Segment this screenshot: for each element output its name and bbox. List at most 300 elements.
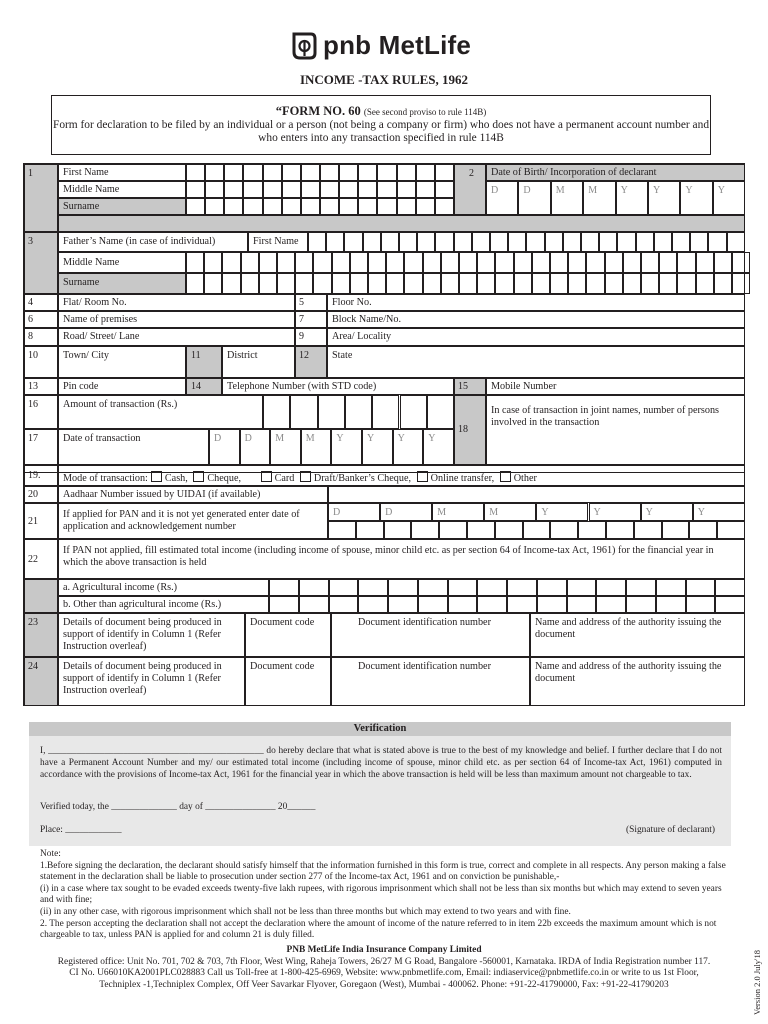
- txn-date-box[interactable]: [331, 429, 362, 465]
- company-footer: [0, 945, 768, 991]
- pan-ack-box[interactable]: [689, 521, 717, 539]
- name-char-box[interactable]: [435, 198, 454, 215]
- name-char-box[interactable]: [320, 198, 339, 215]
- name-char-box[interactable]: [282, 198, 301, 215]
- name-char-box[interactable]: [205, 198, 224, 215]
- date-placeholder: Y: [336, 433, 344, 444]
- name-char-box[interactable]: [243, 198, 262, 215]
- father-char-box[interactable]: [568, 252, 586, 273]
- father-char-box[interactable]: [659, 252, 677, 273]
- father-char-box[interactable]: [222, 252, 240, 273]
- father-char-box[interactable]: [714, 252, 732, 273]
- pan-date-box[interactable]: [641, 503, 693, 521]
- draft-checkbox[interactable]: [300, 471, 311, 482]
- name-char-box[interactable]: [186, 181, 205, 198]
- place-line: Place: ____________: [40, 825, 122, 835]
- father-char-box[interactable]: [186, 273, 204, 294]
- father-char-box[interactable]: [404, 273, 422, 294]
- name-char-box[interactable]: [397, 164, 416, 181]
- pan-ack-box[interactable]: [495, 521, 523, 539]
- row-14-number: 14: [191, 381, 201, 392]
- name-char-box[interactable]: [205, 164, 224, 181]
- form-title: “FORM NO. 60: [275, 104, 361, 118]
- rules-title: INCOME -TAX RULES, 1962: [299, 72, 469, 87]
- income-box[interactable]: [448, 596, 478, 613]
- note-2: 2. The person accepting the declaration shall not accept the declaration where the amount of income of the nature referred to in item 22b exceeds the maximum amount which is not chargeable to tax, unless PAN is applied for and column 21 is duly filled.: [40, 918, 717, 941]
- txn-date-box[interactable]: [240, 429, 271, 465]
- dob-char-box[interactable]: [551, 181, 583, 215]
- cheque-option: Cheque,: [207, 473, 242, 484]
- father-char-box[interactable]: [586, 273, 604, 294]
- father-char-box[interactable]: [350, 252, 368, 273]
- pan-ack-box[interactable]: [634, 521, 662, 539]
- verification-paragraph: I, ______________________________________________ do hereby declare that what is stated above is true to the best of my knowledge and belief. I further declare that I do not have a Permanent Account Number and my/ our estimated total income (including income of spouse, minor child etc. as per section 64 of Income-tax Act, 1961) computed in accordance with the provisions of Income-tax Act, 1961 for the financial year in which the above transaction is held will be less than maximum amount not chargeable to tax.: [40, 746, 722, 780]
- amount-box[interactable]: [318, 395, 345, 429]
- floor-field[interactable]: [327, 294, 745, 311]
- name-char-box[interactable]: [358, 198, 377, 215]
- name-char-box[interactable]: [416, 181, 435, 198]
- town-label: Town/ City: [63, 350, 109, 361]
- income-box[interactable]: [358, 596, 388, 613]
- father-char-box[interactable]: [441, 273, 459, 294]
- dob-char-box[interactable]: [583, 181, 615, 215]
- amount-box[interactable]: [400, 395, 427, 429]
- income-box[interactable]: [715, 596, 745, 613]
- note-1-ii: (ii) in any other case, with rigorous imprisonment which shall not be less than three months but which may extend to two years and with fine.: [40, 906, 571, 917]
- father-first-char-box[interactable]: [545, 232, 563, 252]
- pan-ack-box[interactable]: [439, 521, 467, 539]
- metlife-logo-icon: [291, 31, 317, 61]
- father-char-box[interactable]: [605, 252, 623, 273]
- father-char-box[interactable]: [495, 273, 513, 294]
- txn-date-box[interactable]: [393, 429, 424, 465]
- father-first-char-box[interactable]: [472, 232, 490, 252]
- txn-date-box[interactable]: [209, 429, 240, 465]
- income-box[interactable]: [358, 579, 388, 596]
- income-box[interactable]: [626, 579, 656, 596]
- father-char-box[interactable]: [313, 252, 331, 273]
- father-char-box[interactable]: [641, 273, 659, 294]
- father-char-box[interactable]: [459, 273, 477, 294]
- online-checkbox[interactable]: [417, 471, 428, 482]
- father-char-box[interactable]: [714, 273, 732, 294]
- income-box[interactable]: [299, 579, 329, 596]
- father-char-box[interactable]: [404, 252, 422, 273]
- dob-char-box[interactable]: [518, 181, 550, 215]
- income-box[interactable]: [507, 579, 537, 596]
- date-placeholder: D: [244, 433, 252, 444]
- row-21-number: 21: [28, 516, 38, 527]
- name-char-box[interactable]: [416, 198, 435, 215]
- cash-checkbox[interactable]: [151, 471, 162, 482]
- father-first-char-box[interactable]: [435, 232, 453, 252]
- income-box[interactable]: [507, 596, 537, 613]
- father-first-char-box[interactable]: [727, 232, 745, 252]
- dob-char-box[interactable]: [713, 181, 745, 215]
- name-char-box[interactable]: [301, 164, 320, 181]
- date-placeholder: D: [523, 185, 531, 196]
- father-first-char-box[interactable]: [654, 232, 672, 252]
- father-char-box[interactable]: [295, 252, 313, 273]
- name-char-box[interactable]: [435, 181, 454, 198]
- name-char-box[interactable]: [397, 181, 416, 198]
- father-char-box[interactable]: [623, 252, 641, 273]
- name-char-box[interactable]: [301, 181, 320, 198]
- father-char-box[interactable]: [241, 273, 259, 294]
- name-char-box[interactable]: [339, 198, 358, 215]
- father-char-box[interactable]: [441, 252, 459, 273]
- income-box[interactable]: [656, 596, 686, 613]
- row-13-number: 13: [28, 381, 38, 392]
- pan-ack-box[interactable]: [356, 521, 384, 539]
- name-char-box[interactable]: [224, 181, 243, 198]
- income-box[interactable]: [626, 596, 656, 613]
- father-char-box[interactable]: [696, 273, 714, 294]
- form-title-line: [52, 105, 710, 119]
- father-first-char-box[interactable]: [454, 232, 472, 252]
- father-first-char-box[interactable]: [363, 232, 381, 252]
- father-char-box[interactable]: [222, 273, 240, 294]
- father-char-box[interactable]: [477, 252, 495, 273]
- amount-box[interactable]: [290, 395, 317, 429]
- income-box[interactable]: [686, 596, 716, 613]
- form-description: Form for declaration to be filed by an individual or a person (not being a company or firm) who does not have a permanent account number and who enters into any transaction specified in rule 114B: [52, 119, 710, 144]
- date-placeholder: M: [275, 433, 285, 444]
- income-box[interactable]: [596, 596, 626, 613]
- txn-date-label: Date of transaction: [63, 433, 141, 444]
- father-char-box[interactable]: [696, 252, 714, 273]
- agri-income-label: a. Agricultural income (Rs.): [63, 582, 178, 593]
- name-char-box[interactable]: [358, 164, 377, 181]
- row-3-number: 3: [28, 236, 33, 247]
- card-checkbox[interactable]: [261, 471, 272, 482]
- company-name: PNB MetLife India Insurance Company Limited: [286, 945, 482, 955]
- name-char-box[interactable]: [377, 164, 396, 181]
- father-char-box[interactable]: [186, 252, 204, 273]
- father-char-box[interactable]: [641, 252, 659, 273]
- father-char-box[interactable]: [477, 273, 495, 294]
- father-char-box[interactable]: [514, 252, 532, 273]
- note-1: 1.Before signing the declaration, the declarant should satisfy himself that the information furnished in this form is true, correct and complete in all respects. Any person making a false statement in the declaration shall be liable to prosecution under section 277 of the Income-tax Act, 1961 and on conviction be punishable,-: [40, 860, 726, 883]
- pan-ack-box[interactable]: [550, 521, 578, 539]
- date-placeholder: D: [385, 507, 393, 518]
- pan-ack-box[interactable]: [578, 521, 606, 539]
- name-char-box[interactable]: [224, 164, 243, 181]
- form-proviso: (See second proviso to rule 114B): [363, 107, 487, 117]
- name-char-box[interactable]: [282, 181, 301, 198]
- pan-ack-box[interactable]: [523, 521, 551, 539]
- doc-details-24-label: Details of document being produced in support of identify in Column 1 (Refer Instruction overleaf): [63, 661, 222, 696]
- date-placeholder: D: [333, 507, 341, 518]
- father-char-box[interactable]: [259, 252, 277, 273]
- row-24-number: 24: [28, 661, 38, 672]
- pan-ack-box[interactable]: [717, 521, 745, 539]
- dob-char-box[interactable]: [616, 181, 648, 215]
- father-char-box[interactable]: [586, 252, 604, 273]
- father-first-char-box[interactable]: [690, 232, 708, 252]
- dob-char-box[interactable]: [680, 181, 712, 215]
- form-title-box: [51, 95, 711, 155]
- name-char-box[interactable]: [224, 198, 243, 215]
- pan-ack-box[interactable]: [606, 521, 634, 539]
- amount-box[interactable]: [345, 395, 372, 429]
- father-char-box[interactable]: [204, 252, 222, 273]
- row-4-number: 4: [28, 297, 33, 308]
- row-15-number: 15: [458, 381, 468, 392]
- txn-date-box[interactable]: [423, 429, 454, 465]
- name-char-box[interactable]: [186, 198, 205, 215]
- date-placeholder: Y: [541, 507, 549, 518]
- amount-box[interactable]: [372, 395, 399, 429]
- father-first-char-box[interactable]: [344, 232, 362, 252]
- pan-date-box[interactable]: [589, 503, 641, 521]
- row-9-number: 9: [299, 331, 304, 342]
- date-placeholder: Y: [697, 507, 705, 518]
- date-placeholder: M: [555, 185, 565, 196]
- income-box[interactable]: [477, 596, 507, 613]
- income-box[interactable]: [567, 579, 597, 596]
- date-placeholder: Y: [645, 507, 653, 518]
- income-box[interactable]: [418, 579, 448, 596]
- father-char-box[interactable]: [295, 273, 313, 294]
- father-char-box[interactable]: [259, 273, 277, 294]
- name-char-box[interactable]: [186, 164, 205, 181]
- name-char-box[interactable]: [282, 164, 301, 181]
- draft-option: Draft/Banker’s Cheque,: [313, 473, 412, 484]
- father-char-box[interactable]: [732, 252, 750, 273]
- pan-ack-box[interactable]: [328, 521, 356, 539]
- row-7-number: 7: [299, 314, 304, 325]
- aadhaar-input[interactable]: [328, 486, 745, 503]
- online-option: Online transfer,: [430, 473, 495, 484]
- cheque-checkbox[interactable]: [193, 471, 204, 482]
- income-box[interactable]: [686, 579, 716, 596]
- pan-ack-box[interactable]: [384, 521, 412, 539]
- father-surname-label: Surname: [63, 277, 100, 288]
- father-char-box[interactable]: [677, 273, 695, 294]
- income-box[interactable]: [388, 579, 418, 596]
- date-placeholder: Y: [593, 507, 601, 518]
- row-22-number: 22: [28, 554, 38, 565]
- pan-date-box[interactable]: [536, 503, 588, 521]
- other-option: Other: [513, 473, 537, 484]
- pan-date-box[interactable]: [328, 503, 380, 521]
- father-char-box[interactable]: [623, 273, 641, 294]
- pan-date-box[interactable]: [380, 503, 432, 521]
- father-first-char-box[interactable]: [381, 232, 399, 252]
- name-char-box[interactable]: [320, 181, 339, 198]
- mode-of-transaction-row: [63, 471, 537, 485]
- father-first-char-box[interactable]: [417, 232, 435, 252]
- date-placeholder: Y: [397, 433, 405, 444]
- first-name-label: First Name: [63, 167, 109, 178]
- father-char-box[interactable]: [350, 273, 368, 294]
- father-first-char-box[interactable]: [599, 232, 617, 252]
- row-11-number: 11: [191, 350, 201, 361]
- middle-name-label: Middle Name: [63, 184, 120, 195]
- notes-section: [40, 849, 730, 942]
- row-22-sub-number-cell: [24, 579, 58, 613]
- father-char-box[interactable]: [659, 273, 677, 294]
- father-char-box[interactable]: [550, 252, 568, 273]
- father-first-char-box[interactable]: [636, 232, 654, 252]
- father-char-box[interactable]: [677, 252, 695, 273]
- name-spacer-row: [58, 215, 745, 232]
- income-box[interactable]: [418, 596, 448, 613]
- income-box[interactable]: [329, 579, 359, 596]
- father-first-char-box[interactable]: [563, 232, 581, 252]
- father-first-char-box[interactable]: [526, 232, 544, 252]
- father-first-char-box[interactable]: [672, 232, 690, 252]
- joint-persons-label: In case of transaction in joint names, number of persons involved in the transaction: [491, 405, 720, 428]
- name-char-box[interactable]: [320, 164, 339, 181]
- father-char-box[interactable]: [386, 252, 404, 273]
- father-char-box[interactable]: [386, 273, 404, 294]
- footer-line-3: Techniplex -1,Techniplex Complex, Off Veer Savarkar Flyover, Goregaon (West), Mumbai - 400062. Phone: +91-22-41790000, Fax: +91-22-41790203: [99, 979, 669, 990]
- father-char-box[interactable]: [495, 252, 513, 273]
- father-first-char-box[interactable]: [399, 232, 417, 252]
- father-first-char-box[interactable]: [581, 232, 599, 252]
- father-char-box[interactable]: [241, 252, 259, 273]
- pan-date-box[interactable]: [693, 503, 745, 521]
- income-box[interactable]: [269, 579, 299, 596]
- date-placeholder: M: [489, 507, 499, 518]
- date-placeholder: M: [305, 433, 315, 444]
- father-char-box[interactable]: [550, 273, 568, 294]
- name-char-box[interactable]: [435, 164, 454, 181]
- mode-label: Mode of transaction:: [63, 473, 148, 484]
- father-char-box[interactable]: [514, 273, 532, 294]
- pan-ack-box[interactable]: [662, 521, 690, 539]
- father-first-char-box[interactable]: [708, 232, 726, 252]
- name-char-box[interactable]: [243, 181, 262, 198]
- verification-title: Verification: [29, 722, 731, 736]
- income-box[interactable]: [567, 596, 597, 613]
- father-char-box[interactable]: [332, 273, 350, 294]
- row-18-number: 18: [458, 424, 468, 435]
- income-box[interactable]: [537, 596, 567, 613]
- father-char-box[interactable]: [277, 252, 295, 273]
- name-char-box[interactable]: [263, 198, 282, 215]
- txn-date-box[interactable]: [301, 429, 332, 465]
- row-10-number: 10: [28, 350, 38, 361]
- father-first-char-box[interactable]: [326, 232, 344, 252]
- father-char-box[interactable]: [605, 273, 623, 294]
- name-char-box[interactable]: [301, 198, 320, 215]
- flat-label: Flat/ Room No.: [63, 297, 127, 308]
- father-char-box[interactable]: [459, 252, 477, 273]
- father-char-box[interactable]: [277, 273, 295, 294]
- dob-char-box[interactable]: [648, 181, 680, 215]
- father-char-box[interactable]: [313, 273, 331, 294]
- txn-date-box[interactable]: [270, 429, 301, 465]
- income-box[interactable]: [299, 596, 329, 613]
- row-12-number: 12: [299, 350, 309, 361]
- block-label: Block Name/No.: [332, 314, 402, 325]
- aadhaar-label: Aadhaar Number issued by UIDAI (if available): [63, 489, 261, 500]
- name-char-box[interactable]: [416, 164, 435, 181]
- pan-ack-box[interactable]: [411, 521, 439, 539]
- father-char-box[interactable]: [332, 252, 350, 273]
- amount-box[interactable]: [263, 395, 290, 429]
- name-char-box[interactable]: [205, 181, 224, 198]
- father-first-char-box[interactable]: [617, 232, 635, 252]
- version-label: Version 2.0 July'18: [752, 949, 762, 1015]
- pan-applied-label: If applied for PAN and it is not yet generated enter date of application and acknowledgement number: [63, 509, 300, 532]
- state-label: State: [332, 350, 353, 361]
- name-char-box[interactable]: [263, 164, 282, 181]
- pan-ack-box[interactable]: [467, 521, 495, 539]
- income-box[interactable]: [477, 579, 507, 596]
- father-char-box[interactable]: [368, 273, 386, 294]
- date-placeholder: Y: [620, 185, 628, 196]
- pan-date-box[interactable]: [432, 503, 484, 521]
- txn-date-box[interactable]: [362, 429, 393, 465]
- income-box[interactable]: [537, 579, 567, 596]
- name-char-box[interactable]: [377, 181, 396, 198]
- father-char-box[interactable]: [423, 273, 441, 294]
- name-char-box[interactable]: [397, 198, 416, 215]
- pin-label: Pin code: [63, 381, 99, 392]
- dob-char-box[interactable]: [486, 181, 518, 215]
- row-16-number: 16: [28, 399, 38, 410]
- pan-not-applied-label: If PAN not applied, fill estimated total income (including income of spouse, minor child etc. as per section 64 of Income-tax Act, 1961) for the financial year in which the above transaction is held: [63, 545, 714, 568]
- father-first-char-box[interactable]: [508, 232, 526, 252]
- income-box[interactable]: [596, 579, 626, 596]
- non-agri-income-label: b. Other than agricultural income (Rs.): [63, 599, 222, 610]
- amount-box[interactable]: [427, 395, 454, 429]
- row-6-number: 6: [28, 314, 33, 325]
- state-field[interactable]: [327, 346, 745, 378]
- father-char-box[interactable]: [368, 252, 386, 273]
- row-5-number: 5: [299, 297, 304, 308]
- footer-line-2: CI No. U66010KA2001PLC028883 Call us Toll-free at 1-800-425-6969, Website: www.pnbmetlife.com, Email: indiaservice@pnbmetlife.co.in or write to us 1st Floor,: [69, 968, 699, 979]
- income-box[interactable]: [269, 596, 299, 613]
- father-char-box[interactable]: [568, 273, 586, 294]
- row-19-number: 19.: [28, 470, 41, 481]
- name-char-box[interactable]: [243, 164, 262, 181]
- name-char-box[interactable]: [339, 164, 358, 181]
- father-char-box[interactable]: [204, 273, 222, 294]
- income-box[interactable]: [448, 579, 478, 596]
- date-placeholder: D: [214, 433, 222, 444]
- name-char-box[interactable]: [339, 181, 358, 198]
- other-checkbox[interactable]: [500, 471, 511, 482]
- name-char-box[interactable]: [263, 181, 282, 198]
- father-char-box[interactable]: [423, 252, 441, 273]
- name-char-box[interactable]: [358, 181, 377, 198]
- doc-details-23-label: Details of document being produced in support of identify in Column 1 (Refer Instruction overleaf): [63, 617, 222, 652]
- name-char-box[interactable]: [377, 198, 396, 215]
- doc-id-23-label: Document identification number: [358, 617, 491, 628]
- doc-authority-23-label: Name and address of the authority issuing the document: [535, 617, 722, 640]
- father-first-char-box[interactable]: [308, 232, 326, 252]
- income-box[interactable]: [656, 579, 686, 596]
- income-box[interactable]: [329, 596, 359, 613]
- father-first-label: First Name: [253, 236, 299, 247]
- pan-date-box[interactable]: [484, 503, 536, 521]
- income-box[interactable]: [388, 596, 418, 613]
- income-box[interactable]: [715, 579, 745, 596]
- father-char-box[interactable]: [732, 273, 750, 294]
- father-first-char-box[interactable]: [490, 232, 508, 252]
- date-placeholder: Y: [717, 185, 726, 196]
- father-char-box[interactable]: [532, 273, 550, 294]
- doc-code-24-label: Document code: [250, 661, 315, 672]
- note-1-i: (i) in a case where tax sought to be evaded exceeds twenty-five lakh rupees, with rigorous imprisonment which shall not be less than six months but which may extend to seven years and with fine;: [40, 883, 722, 906]
- father-char-box[interactable]: [532, 252, 550, 273]
- row-1-number: 1: [28, 168, 33, 179]
